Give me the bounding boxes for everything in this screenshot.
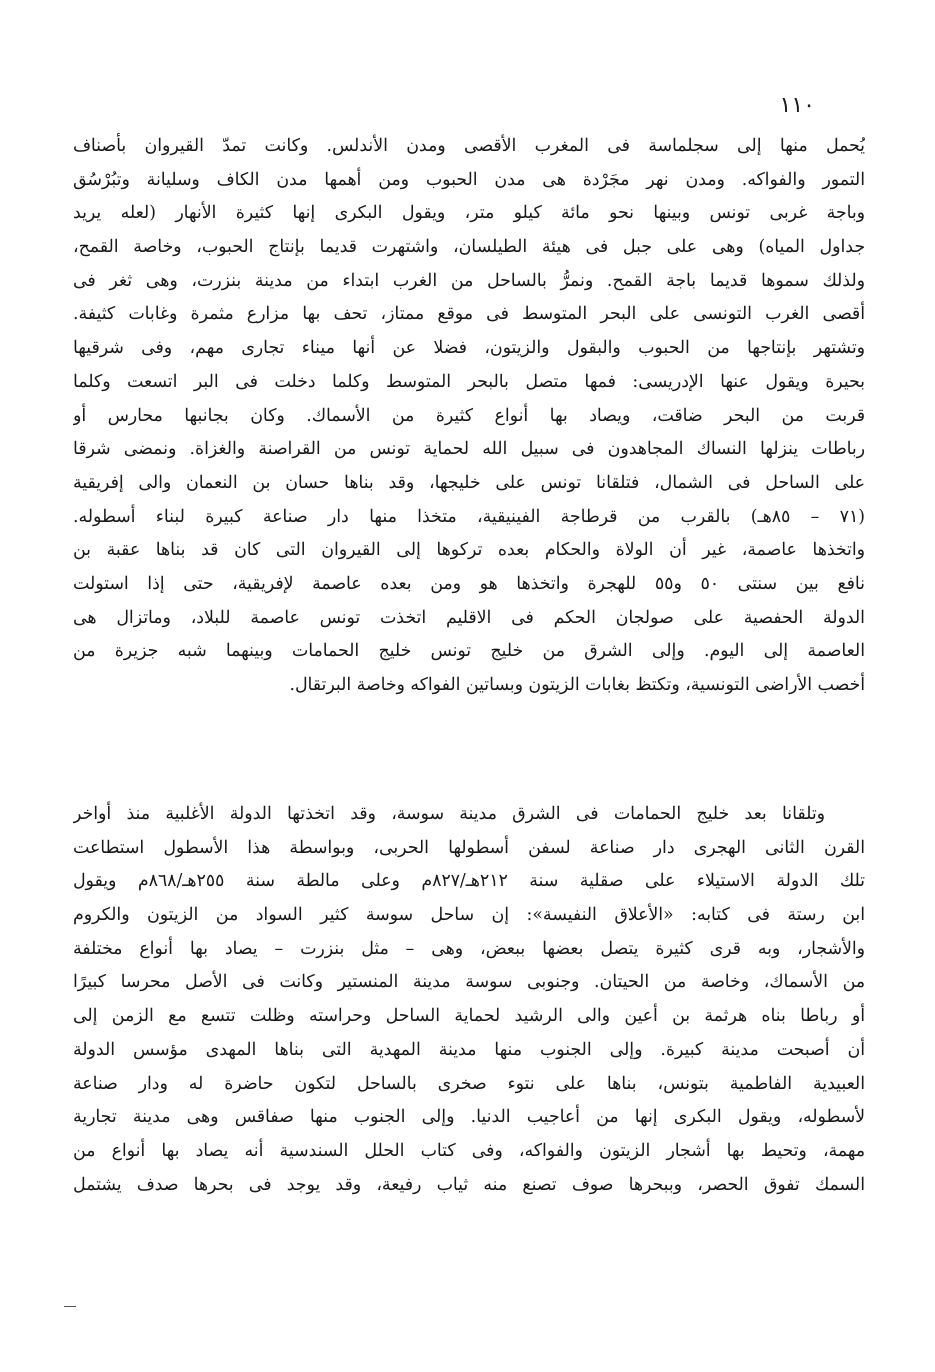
text-line: وباجة غربى تونس وبينها نحو مائة كيلو متر، ويقول البكرى إنها كثيرة الأنهار (لعله يريد (73, 203, 865, 224)
text-line: بحيرة ويقول عنها الإدريسى: فمها متصل بالبحر المتوسط وكلما دخلت فى البر اتسعت وكلما (73, 371, 865, 392)
text-line: جداول المياه) وهى على جبل فى هيئة الطيلسان، واشتهرت قديما بإنتاج الحبوب، وخاصة القمح، (73, 237, 865, 258)
text-line: لأسطوله، ويقول البكرى إنها من أعاجيب الدنيا. وإلى الجنوب منها صفاقس وهى مدينة تجارية (73, 1107, 865, 1128)
text-line: وتشتهر بإنتاجها من الحبوب والبقول والزيتون، فضلا عن أنها ميناء تجارى مهم، وفى شرقيها (73, 338, 865, 359)
text-line: الدولة الحفصية على صولجان الحكم فى الاقليم اتخذت تونس عاصمة للبلاد، وماتزال هى (73, 607, 865, 628)
text-line: (٧١ – ٨٥هـ) بالقرب من قرطاجة الفينيقية، متخذا منها دار صناعة كبيرة لبناء أسطوله. (73, 506, 865, 527)
text-line: التمور والفواكه. ومدن نهر مجَرْدة هى مدن الحبوب ومن أهمها مدن الكاف وسليانة وتبُرْسُق (73, 169, 865, 190)
text-line: من الأسماك، وخاصة من الحيتان. وجنوبى سوسة مدينة المنستير وكانت فى الأصل محرسا كبيرًا (73, 972, 865, 993)
text-line: تلك الدولة الاستيلاء على صقلية سنة ٢١٢هـ/٨٢٧م وعلى مالطة سنة ٢٥٥هـ/٨٦٨م ويقول (73, 871, 865, 892)
text-line: وتلقانا بعد خليج الحمامات فى الشرق مدينة سوسة، وقد اتخذتها الدولة الأغلبية منذ أواخر (73, 804, 825, 824)
text-line: أن أصبحت مدينة كبيرة. وإلى الجنوب منها مدينة المهدية التى بناها المهدى مؤسس الدولة (73, 1039, 865, 1060)
text-line: السمك تفوق الحصر، وببحرها صوف تصنع منه ثياب رفيعة، وقد يوجد فى بحرها صدف يشتمل (73, 1174, 865, 1195)
paragraph-1 (73, 130, 865, 703)
text-line: العبيدية الفاطمية بتونس، بناها على نتوء صخرى بالساحل لتكون حاضرة له ودار صناعة (73, 1073, 865, 1094)
footer-mark (64, 1306, 76, 1307)
text-line: العاصمة إلى اليوم. وإلى الشرق من خليج تونس خليج الحمامات وبينهما شبه جزيرة من (73, 641, 865, 662)
text-line: ولذلك سموها قديما باجة القمح. ونمرُّ بالساحل من الغرب ابتداء من مدينة بنزرت، وهى ثغر فى (73, 270, 865, 291)
text-line: واتخذها عاصمة، غير أن الولاة والحكام بعده تركوها إلى القيروان التى كان قد بناها عقبة بن (73, 540, 865, 561)
text-line: أقصى الغرب التونسى على البحر المتوسط فى موقع ممتاز، تحف بها مزارع مثمرة وغابات كثيفة. (73, 304, 865, 325)
text-line: أو رباطا بناه هرثمة بن أعين والى الرشيد لحماية الساحل وحراسته وظلت تتسع مع الزمن إلى (73, 1006, 865, 1027)
text-line: ابن رستة فى كتابه: «الأعلاق النفيسة»: إن ساحل سوسة كثير السواد من الزيتون والكروم (73, 905, 865, 926)
paragraph-2 (73, 798, 865, 1202)
text-line: القرن الثانى الهجرى دار صناعة لسفن أسطولها الحربى، وبواسطة هذا الأسطول استطاعت (73, 837, 865, 858)
text-line: والأشجار، وبه قرى كثيرة يتصل بعضها ببعض، وهى – مثل بنزرت – يصاد بها أنواع مختلفة (73, 938, 865, 959)
text-line: على الساحل فى الشمال، فتلقانا تونس على خليجها، وقد بناها حسان بن النعمان والى إفريقية (73, 472, 865, 493)
text-line: نافع بين سنتى ٥٠ و٥٥ للهجرة واتخذها هو ومن بعده عاصمة لإفريقية، حتى إذا استولت (73, 573, 865, 594)
text-line: أخصب الأراضى التونسية، وتكتظ بغابات الزيتون وبساتين الفواكه وخاصة البرتقال. (289, 675, 865, 695)
text-line: مهمة، وتحيط بها أشجار الزيتون والفواكه، وفى كتاب الحلل السندسية أنه يصاد بها أنواع من (73, 1140, 865, 1161)
text-line: قربت من البحر ضاقت، ويصاد بها أنواع كثيرة من الأسماك. وكان بجانبها محارس أو (73, 405, 865, 426)
page-number: ١١٠ (779, 93, 815, 118)
text-line: يُحمل منها إلى سجلماسة فى المغرب الأقصى ومدن الأندلس. وكانت تمدّ القيروان بأصناف (73, 136, 865, 156)
text-line: رباطات ينزلها النساك المجاهدون فى سبيل الله لحماية تونس من القراصنة والغزاة. ونمضى شرقا (73, 439, 865, 460)
